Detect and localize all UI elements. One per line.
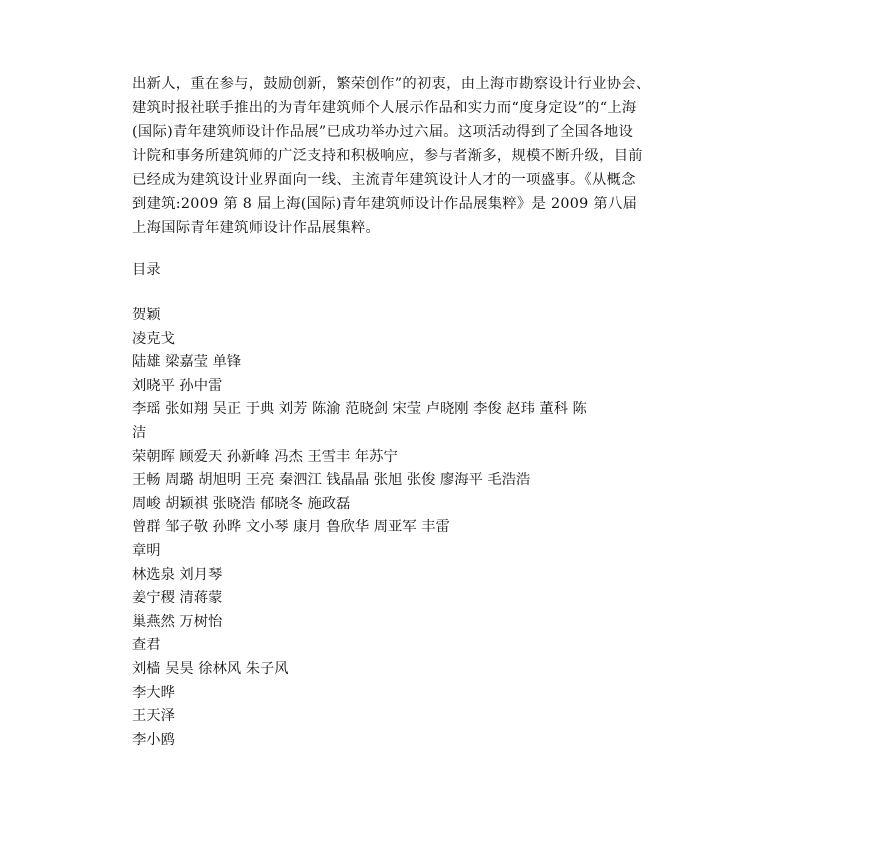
toc-list [132,304,744,752]
intro-line: 出新人，重在参与，鼓励创新，繁荣创作”的初衷，由上海市勘察设计行业协会、 [132,76,651,92]
intro-line: 已经成为建筑设计业界面向一线、主流青年建筑设计人才的一项盛事。《从概念 [132,172,636,188]
toc-item: 李瑶 张如翔 吴正 于典 刘芳 陈渝 范晓剑 宋莹 卢晓刚 李俊 赵玮 董科 陈 [132,401,587,418]
toc-item: 林选泉 刘月琴 [132,566,223,583]
toc-item: 荣朝晖 顾爱天 孙新峰 冯杰 王雪丰 年苏宁 [132,448,398,465]
toc-item: 贺颖 [132,307,161,323]
toc-item: 王畅 周璐 胡旭明 王亮 秦泗江 钱晶晶 张旭 张俊 廖海平 毛浩浩 [132,472,531,489]
intro-line: 到建筑:2009 第 8 届上海(国际)青年建筑师设计作品展集粹》是 2009 第八届 [132,196,638,212]
toc-item: 凌克戈 [132,330,175,347]
toc-item: 刘晓平 孙中雷 [132,377,223,394]
toc-item: 章明 [132,542,161,559]
toc-item: 刘樯 吴昊 徐林风 朱子风 [132,660,289,677]
intro-line: (国际)青年建筑师设计作品展”已成功举办过六届。这项活动得到了全国各地设 [132,124,634,140]
toc-item: 李小鸥 [132,731,175,748]
intro-line: 计院和事务所建筑师的广泛支持和积极响应，参与者渐多，规模不断升级，目前 [132,148,643,164]
toc-item: 姜宁稷 清蒋蒙 [132,590,223,607]
toc-item: 王天泽 [132,708,175,725]
toc-heading: 目录 [132,262,161,278]
toc-item: 李大晔 [132,684,175,701]
toc-item: 洁 [132,424,147,441]
toc-item: 巢燕然 万树怡 [132,613,223,630]
toc-item: 曾群 邹子敬 孙晔 文小琴 康月 鲁欣华 周亚军 丰雷 [132,519,450,536]
toc-item: 查君 [132,637,161,654]
toc-item: 陆雄 梁嘉莹 单锋 [132,354,242,371]
toc-item: 周峻 胡颖祺 张晓浩 郁晓冬 施政磊 [132,495,351,512]
intro-line: 上海国际青年建筑师设计作品展集粹。 [132,220,381,236]
intro-line: 建筑时报社联手推出的为青年建筑师个人展示作品和实力而“度身定设”的“上海 [132,100,637,116]
intro-paragraph [132,72,744,240]
